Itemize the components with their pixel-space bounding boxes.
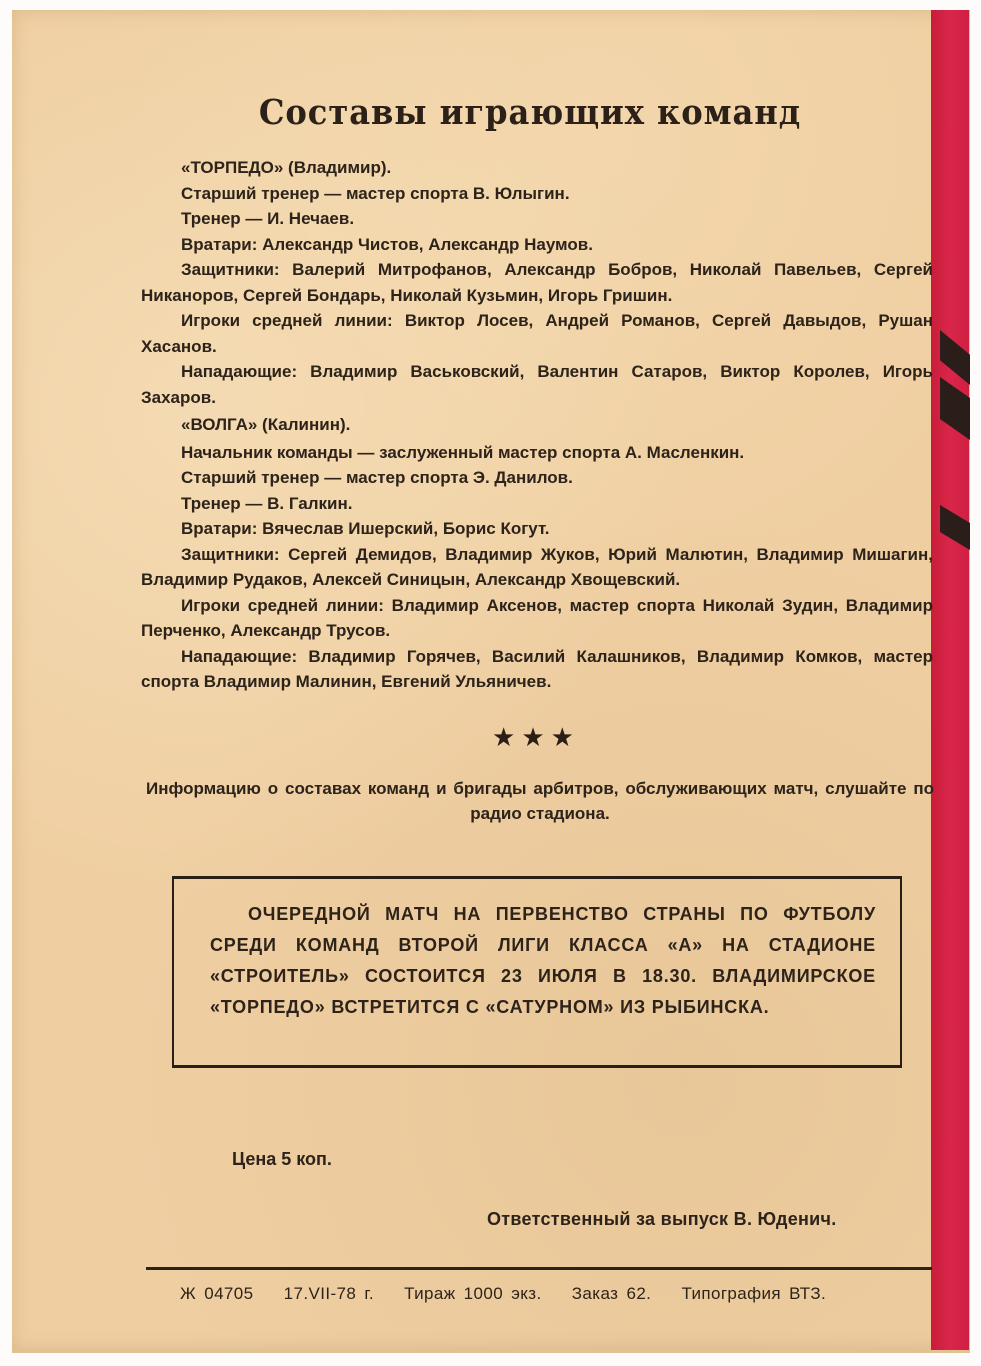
- page-title: Составы играющих команд: [258, 92, 802, 133]
- team-name: «ТОРПЕДО» (Владимир).: [181, 158, 392, 177]
- price-label: Цена 5 коп.: [232, 1149, 332, 1169]
- forwards-line: Нападающие: Владимир Васьковский, Валентин Сатаров, Виктор Королев, Игорь Захаров.: [141, 362, 933, 407]
- imprint-order: Заказ 62.: [571, 1284, 652, 1303]
- team-chief-line: Начальник команды — заслуженный мастер спорта А. Масленкин.: [181, 442, 745, 462]
- head-coach-line: Старший тренер — мастер спорта В. Юлыгин.: [181, 183, 570, 203]
- imprint-date: 17.VII-78 г.: [283, 1284, 374, 1303]
- team-name: «ВОЛГА» (Калинин).: [181, 415, 351, 434]
- printing-imprint: [180, 1284, 920, 1304]
- team-volga-roster: [141, 412, 933, 695]
- defenders-line: Защитники: Валерий Митрофанов, Александр Бобров, Николай Павельев, Сергей Никаноров, Сергей Бондарь, Николай Кузьмин, Игорь Гришин.: [141, 260, 933, 305]
- goalkeepers-line: Вратари: Вячеслав Ишерский, Борис Когут.: [181, 519, 550, 538]
- radio-info-text: Информацию о составах команд и бригады арбитров, обслуживающих матч, слушайте по радио стадиона.: [146, 779, 934, 823]
- forwards-line: Нападающие: Владимир Горячев, Василий Калашников, Владимир Комков, мастер спорта Владимир Малинин, Евгений Ульяничев.: [141, 646, 933, 691]
- next-match-notice-box: [172, 876, 902, 1068]
- head-coach-line: Старший тренер — мастер спорта Э. Данилов.: [181, 468, 573, 487]
- footer-divider: [146, 1267, 932, 1270]
- next-match-notice-text: ОЧЕРЕДНОЙ МАТЧ НА ПЕРВЕНСТВО СТРАНЫ ПО ФУТБОЛУ СРЕДИ КОМАНД ВТОРОЙ ЛИГИ КЛАССА «А» НА СТАДИОНЕ «СТРОИТЕЛЬ» СОСТОИТСЯ 23 ИЮЛЯ В 18.30. ВЛАДИМИРСКОЕ «ТОРПЕДО» ВСТРЕТИТСЯ С «САТУРНОМ» ИЗ РЫБИНСКА.: [210, 904, 876, 1017]
- responsible-editor: Ответственный за выпуск В. Юденич.: [487, 1209, 837, 1229]
- coach-line: Тренер — И. Нечаев.: [181, 209, 355, 228]
- imprint-printer: Типография ВТЗ.: [681, 1284, 827, 1303]
- imprint-print-run: Тираж 1000 экз.: [404, 1284, 542, 1303]
- imprint-code: Ж 04705: [180, 1284, 254, 1303]
- midfielders-line: Игроки средней линии: Владимир Аксенов, мастер спорта Николай Зудин, Владимир Перченко, Александр Трусов.: [141, 595, 933, 640]
- goalkeepers-line: Вратари: Александр Чистов, Александр Наумов.: [181, 234, 593, 254]
- midfielders-line: Игроки средней линии: Виктор Лосев, Андрей Романов, Сергей Давыдов, Рушан Хасанов.: [141, 311, 933, 356]
- team-torpedo-roster: [141, 155, 933, 410]
- coach-line: Тренер — В. Галкин.: [181, 493, 353, 513]
- defenders-line: Защитники: Сергей Демидов, Владимир Жуков, Юрий Малютин, Владимир Мишагин, Владимир Рудаков, Алексей Синицын, Александр Хвощевский.: [141, 544, 933, 589]
- red-edge-strip: [931, 10, 969, 1350]
- three-stars-separator-icon: ★★★: [492, 722, 580, 752]
